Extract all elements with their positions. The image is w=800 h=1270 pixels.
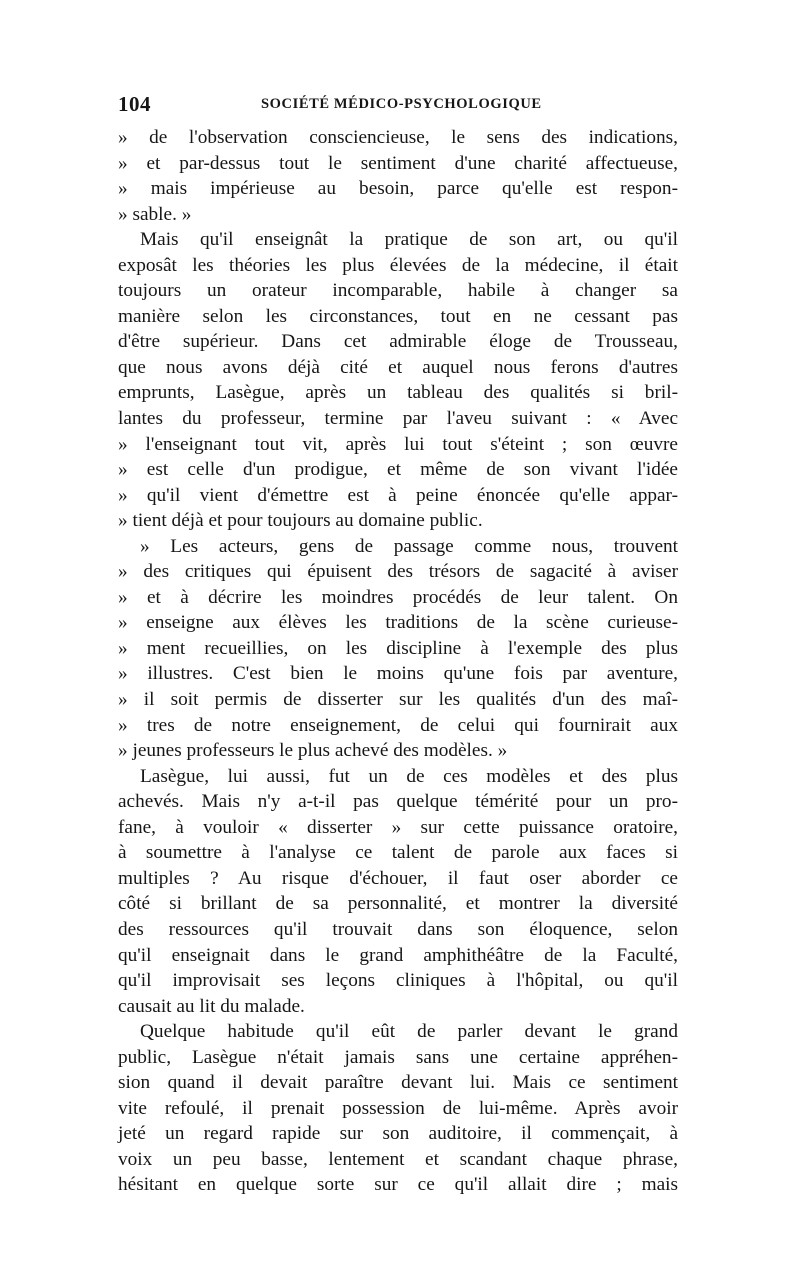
text-line: » tres de notre enseignement, de celui qui fournirait aux (118, 714, 678, 736)
text-line: » l'enseignant tout vit, après lui tout s'éteint ; son œuvre (118, 433, 678, 455)
text-line: exposât les théories les plus élevées de la médecine, il était (118, 254, 678, 276)
page-number: 104 (118, 92, 151, 116)
text-line: d'être supérieur. Dans cet admirable éloge de Trousseau, (118, 331, 678, 353)
text-line: » et par-dessus tout le sentiment d'une charité affectueuse, (118, 152, 678, 174)
text-line: voix un peu basse, lentement et scandant chaque phrase, (118, 1148, 678, 1170)
text-line: » est celle d'un prodigue, et même de son vivant l'idée (118, 459, 678, 481)
text-line: » mais impérieuse au besoin, parce qu'elle est respon- (118, 178, 678, 200)
text-line: » il soit permis de disserter sur les qualités d'un des maî- (118, 689, 678, 711)
text-line: » jeunes professeurs le plus achevé des modèles. » (118, 740, 508, 762)
text-line: fane, à vouloir « disserter » sur cette puissance oratoire, (118, 816, 678, 838)
text-line: Lasègue, lui aussi, fut un de ces modèles et des plus (140, 765, 678, 787)
text-line: public, Lasègue n'était jamais sans une certaine appréhen- (118, 1046, 678, 1068)
text-line: toujours un orateur incomparable, habile à changer sa (118, 280, 678, 302)
text-line: sion quand il devait paraître devant lui. Mais ce sentiment (118, 1072, 678, 1094)
text-line: des ressources qu'il trouvait dans son éloquence, selon (118, 918, 678, 940)
text-line: achevés. Mais n'y a-t-il pas quelque témérité pour un pro- (118, 791, 678, 813)
text-line: » et à décrire les moindres procédés de leur talent. On (118, 586, 678, 608)
text-line: » Les acteurs, gens de passage comme nous, trouvent (140, 535, 678, 557)
text-line: vite refoulé, il prenait possession de lui-même. Après avoir (118, 1097, 678, 1119)
text-line: » tient déjà et pour toujours au domaine public. (118, 510, 483, 532)
text-line: » enseigne aux élèves les traditions de la scène curieuse- (118, 612, 678, 634)
text-line: que nous avons déjà cité et auquel nous ferons d'autres (118, 356, 678, 378)
text-line: lantes du professeur, termine par l'aveu suivant : « Avec (118, 408, 678, 430)
text-line: » qu'il vient d'émettre est à peine énoncée qu'elle appar- (118, 484, 678, 506)
text-line: » de l'observation consciencieuse, le sens des indications, (118, 127, 678, 148)
text-line: Quelque habitude qu'il eût de parler devant le grand (140, 1021, 678, 1043)
text-line: manière selon les circonstances, tout en ne cessant pas (118, 305, 678, 327)
text-line: qu'il enseignait dans le grand amphithéâtre de la Faculté, (118, 944, 678, 966)
body-text (118, 125, 678, 1198)
text-line: » des critiques qui épuisent des trésors de sagacité à aviser (118, 561, 678, 583)
text-line: causait au lit du malade. (118, 995, 305, 1017)
page-header (118, 92, 676, 118)
text-line: Mais qu'il enseignât la pratique de son art, ou qu'il (140, 229, 678, 251)
text-line: hésitant en quelque sorte sur ce qu'il allait dire ; mais (118, 1174, 678, 1196)
text-line: » illustres. C'est bien le moins qu'une fois par aventure, (118, 663, 678, 685)
text-line: côté si brillant de sa personnalité, et montrer la diversité (118, 893, 678, 915)
text-line: qu'il improvisait ses leçons cliniques à l'hôpital, ou qu'il (118, 970, 678, 992)
text-line: multiples ? Au risque d'échouer, il faut oser aborder ce (118, 867, 678, 889)
text-line: » ment recueillies, on les discipline à l'exemple des plus (118, 637, 678, 659)
text-line: » sable. » (118, 203, 192, 225)
text-line: jeté un regard rapide sur son auditoire, il commençait, à (118, 1123, 678, 1145)
text-line: à soumettre à l'analyse ce talent de parole aux faces si (118, 842, 678, 864)
running-title: SOCIÉTÉ MÉDICO-PSYCHOLOGIQUE (261, 96, 542, 112)
text-line: emprunts, Lasègue, après un tableau des qualités si bril- (118, 382, 678, 404)
